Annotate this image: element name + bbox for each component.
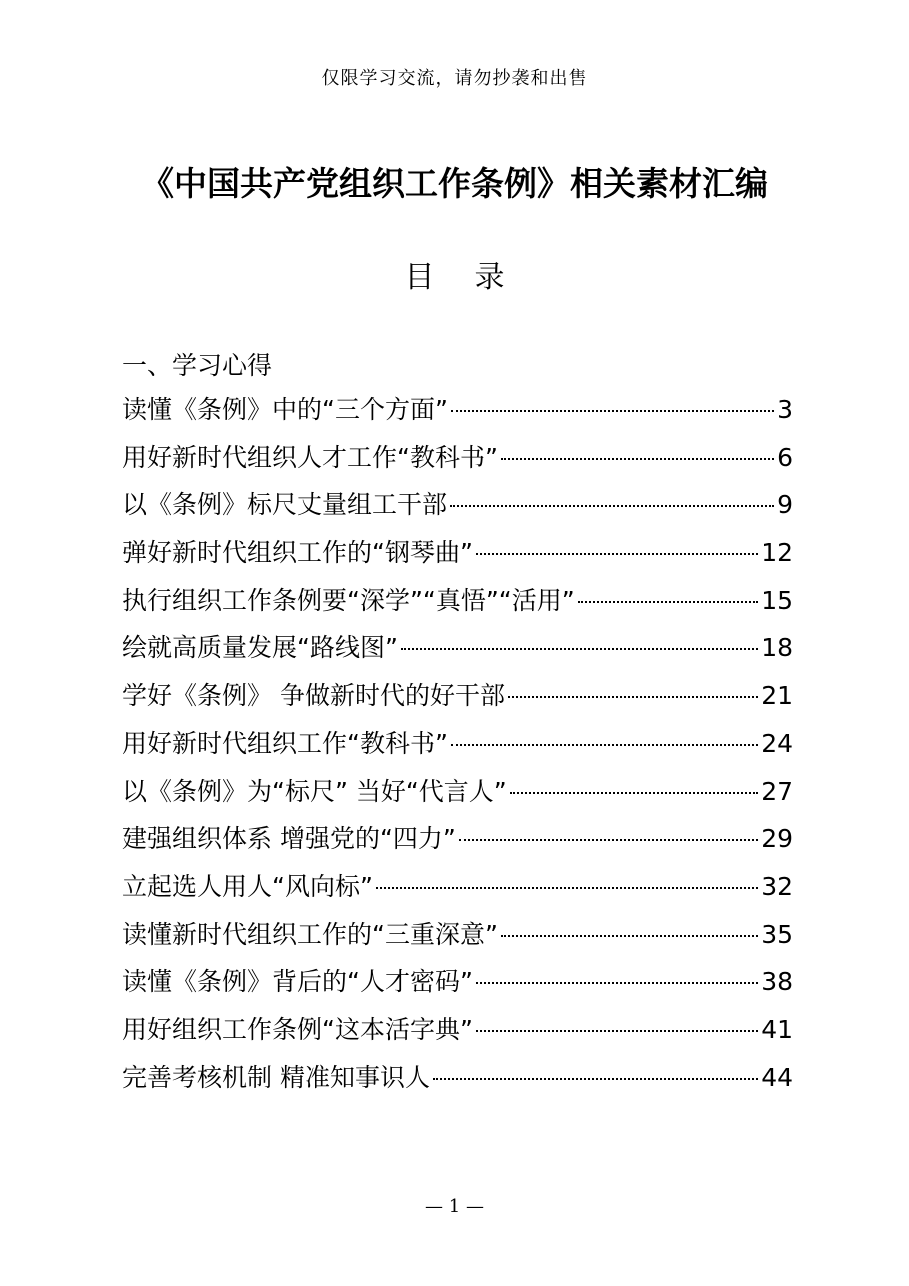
toc-leader-dots <box>450 505 774 507</box>
toc-leader-dots <box>401 648 758 650</box>
toc-entry[interactable] <box>122 581 793 629</box>
toc-leader-dots <box>451 410 774 412</box>
toc-entry-title: 弹好新时代组织工作的“钢琴曲” <box>122 538 473 568</box>
toc-entry-title: 读懂《条例》中的“三个方面” <box>122 395 448 424</box>
usage-notice: 仅限学习交流，请勿抄袭和出售 <box>321 68 588 89</box>
toc-entry[interactable] <box>122 962 793 1010</box>
toc-entry-page: 27 <box>761 776 793 806</box>
toc-entry[interactable] <box>122 676 793 724</box>
toc-entry[interactable] <box>122 438 793 486</box>
toc-entry-title: 以《条例》为“标尺” 当好“代言人” <box>122 776 507 806</box>
toc-entry-title: 执行组织工作条例要“深学”“真悟”“活用” <box>122 585 575 615</box>
toc-leader-dots <box>433 1078 758 1080</box>
toc-entry-page: 41 <box>761 1014 793 1044</box>
toc-leader-dots <box>476 553 758 555</box>
toc-entry-page: 6 <box>777 442 793 472</box>
page-number: — 1 — <box>425 1196 484 1217</box>
toc-entry[interactable] <box>122 724 793 772</box>
toc-entry-page: 3 <box>777 395 793 424</box>
toc-entry-page: 24 <box>761 728 793 758</box>
toc-entry-title: 用好新时代组织人才工作“教科书” <box>122 442 498 472</box>
toc-entry-title: 学好《条例》 争做新时代的好干部 <box>122 681 505 711</box>
toc-entry-page: 12 <box>761 538 793 568</box>
toc-entry-title: 立起选人用人“风向标” <box>122 871 373 901</box>
toc-entry-title: 完善考核机制 精准知事识人 <box>122 1062 430 1092</box>
toc-leader-dots <box>510 792 758 794</box>
toc-entry[interactable] <box>122 628 793 676</box>
toc-entry[interactable] <box>122 867 793 915</box>
toc-entry-page: 38 <box>761 967 793 997</box>
toc-leader-dots <box>508 696 758 698</box>
toc-leader-dots <box>376 887 758 889</box>
toc-entry-title: 读懂《条例》背后的“人才密码” <box>122 967 473 997</box>
toc-entry-page: 29 <box>761 824 793 854</box>
toc-entry[interactable] <box>122 390 793 438</box>
toc-entry-title: 建强组织体系 增强党的“四力” <box>122 824 456 854</box>
toc-leader-dots <box>459 839 758 841</box>
toc-leader-dots <box>476 1030 758 1032</box>
toc-entry-title: 用好新时代组织工作“教科书” <box>122 728 448 758</box>
toc-leader-dots <box>501 458 774 460</box>
toc-entry[interactable] <box>122 533 793 581</box>
toc-entry-page: 9 <box>777 490 793 520</box>
toc-entry-page: 32 <box>761 871 793 901</box>
toc-entry[interactable] <box>122 772 793 820</box>
toc-entry-title: 用好组织工作条例“这本活字典” <box>122 1014 473 1044</box>
toc-entry-page: 15 <box>761 585 793 615</box>
toc-entry[interactable] <box>122 1010 793 1058</box>
toc-leader-dots <box>501 935 758 937</box>
toc-heading: 目录 <box>404 260 545 295</box>
table-of-contents <box>122 390 793 1105</box>
toc-entry-page: 44 <box>761 1062 793 1092</box>
toc-leader-dots <box>476 982 758 984</box>
toc-entry-title: 绘就高质量发展“路线图” <box>122 633 398 663</box>
toc-leader-dots <box>451 744 758 746</box>
toc-entry-title: 以《条例》标尺丈量组工干部 <box>122 490 448 520</box>
toc-entry-page: 35 <box>761 919 793 949</box>
document-title: 《中国共产党组织工作条例》相关素材汇编 <box>141 164 768 203</box>
toc-entry[interactable] <box>122 915 793 963</box>
toc-entry-page: 18 <box>761 633 793 663</box>
toc-entry[interactable] <box>122 819 793 867</box>
toc-entry-title: 读懂新时代组织工作的“三重深意” <box>122 919 498 949</box>
section-label: 一、学习心得 <box>122 351 273 380</box>
toc-entry-page: 21 <box>761 681 793 711</box>
toc-entry[interactable] <box>122 1058 793 1106</box>
toc-leader-dots <box>578 601 758 603</box>
toc-entry[interactable] <box>122 485 793 533</box>
